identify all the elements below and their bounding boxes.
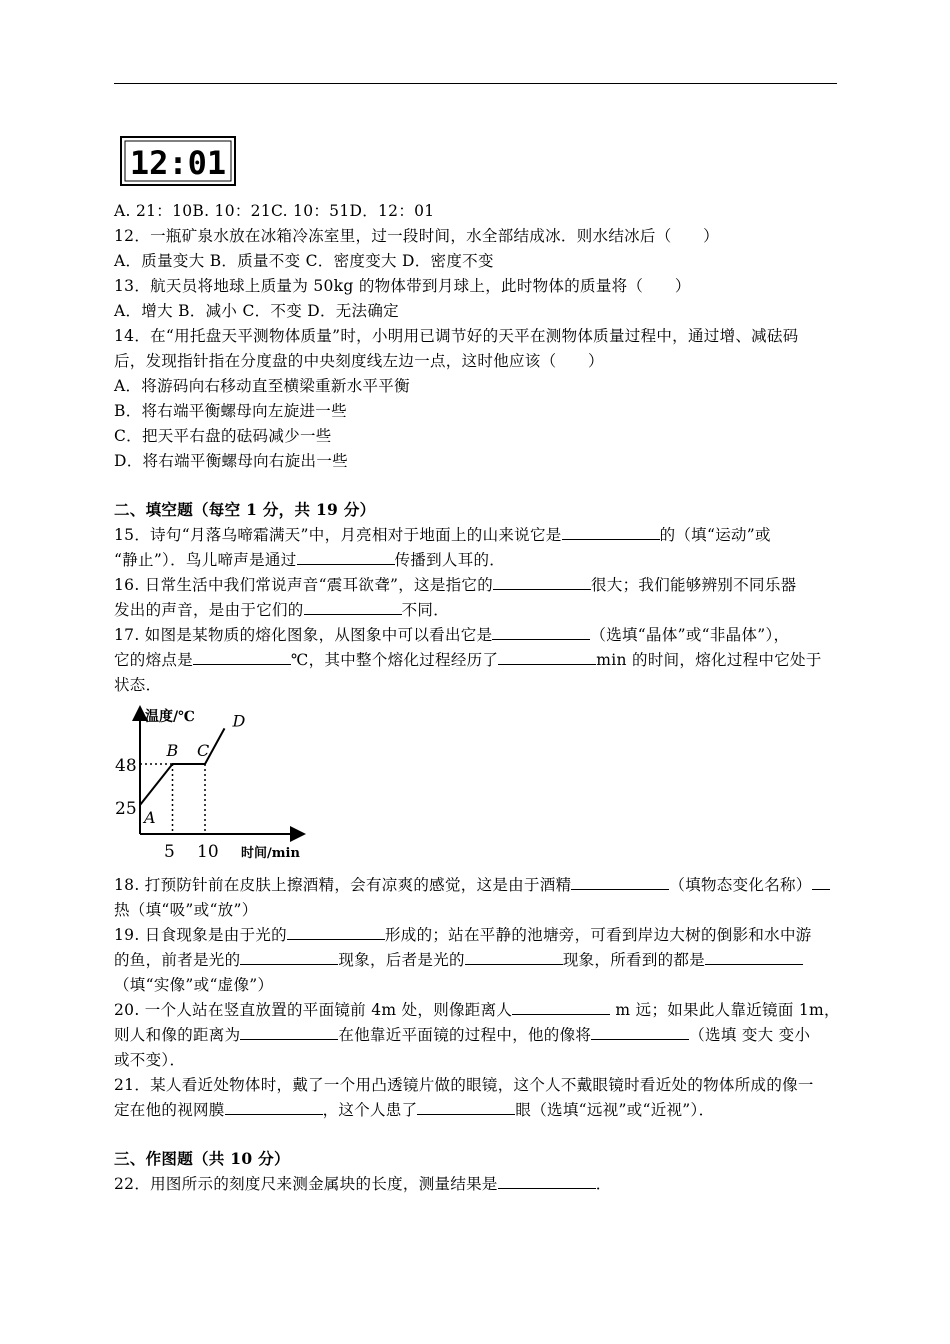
q17-blank-2[interactable]: [193, 650, 291, 665]
point-label-b: B: [166, 741, 179, 760]
q22-text-1: 22．用图所示的刻度尺来测金属块的长度，测量结果是: [114, 1175, 498, 1193]
q17-line1: [114, 625, 844, 645]
q20-text-1: 20. 一个人站在竖直放置的平面镜前 4m 处，则像距离人: [114, 1001, 513, 1019]
q18-text-2: （填物态变化名称）: [669, 876, 812, 894]
q19-text-4: 现象，后者是光的: [338, 951, 465, 969]
q17-blank-3[interactable]: [498, 650, 596, 665]
q21-line1: 21．某人看近处物体时，戴了一个用凸透镜片做的眼镜，这个人不戴眼镜时看近处的物体所成的像一: [114, 1076, 814, 1094]
q14-option-d: D．将右端平衡螺母向右旋出一些: [114, 452, 348, 470]
q18-text-1: 18. 打预防针前在皮肤上擦酒精，会有凉爽的感觉，这是由于酒精: [114, 876, 572, 894]
q15-blank-1[interactable]: [562, 525, 660, 540]
q20-text-4: 在他靠近平面镜的过程中，他的像将: [338, 1026, 592, 1044]
header-rule: [114, 83, 837, 84]
q12-stem: 12．一瓶矿泉水放在冰箱冷冻室里，过一段时间，水全部结成冰．则水结冰后（ ）: [114, 227, 719, 245]
q16-blank-1[interactable]: [493, 575, 591, 590]
q14-stem-line1: 14．在“用托盘天平测物体质量”时，小明用已调节好的天平在测物体质量过程中，通过增、减砝码: [114, 327, 799, 345]
x-axis-label: 时间/min: [241, 846, 300, 861]
q19-line3: （填“实像”或“虚像”）: [114, 976, 274, 994]
q18-line1: [114, 875, 844, 895]
q19-text-1: 19. 日食现象是由于光的: [114, 926, 287, 944]
q20-blank-1[interactable]: [512, 1000, 610, 1015]
q14-option-a: A．将游码向右移动直至横梁重新水平平衡: [114, 377, 410, 395]
q15-line2: [114, 550, 844, 570]
q22-text-2: ．: [595, 1175, 612, 1193]
x-tick-10: 10: [197, 842, 219, 862]
melting-curve: [140, 728, 225, 805]
q15-line1: [114, 525, 844, 545]
q21-text-3: ，这个人患了: [322, 1101, 418, 1119]
q20-blank-2[interactable]: [240, 1025, 338, 1040]
q21-text-4: 眼（选填“远视”或“近视”）．: [515, 1101, 715, 1119]
q20-text-5: （选填 变大 变小: [689, 1026, 811, 1044]
q20-line1: [114, 1000, 844, 1020]
q19-text-2: 形成的；站在平静的池塘旁，可看到岸边大树的倒影和水中游: [384, 926, 812, 944]
q17-text-1: 17. 如图是某物质的熔化图象，从图象中可以看出它是: [114, 626, 493, 644]
q19-blank-2[interactable]: [240, 950, 338, 965]
q15-blank-2[interactable]: [297, 550, 395, 565]
x-tick-5: 5: [164, 842, 175, 862]
q21-blank-1[interactable]: [225, 1100, 323, 1115]
q19-blank-3[interactable]: [465, 950, 563, 965]
y-tick-25: 25: [115, 799, 137, 819]
q16-text-2: 很大；我们能够辨别不同乐器: [591, 576, 797, 594]
q22-line1: [114, 1174, 844, 1194]
q20-blank-3[interactable]: [591, 1025, 689, 1040]
q21-text-2: 定在他的视网膜: [114, 1101, 225, 1119]
section-3-heading: 三、作图题（共 10 分）: [114, 1149, 290, 1168]
q17-blank-1[interactable]: [492, 625, 590, 640]
q18-line2: 热（填“吸”或“放”）: [114, 901, 258, 919]
q16-text-3: 发出的声音，是由于它们的: [114, 601, 304, 619]
q14-option-b: B．将右端平衡螺母向左旋进一些: [114, 402, 347, 420]
q14-stem-line2: 后，发现指针指在分度盘的中央刻度线左边一点，这时他应该（ ）: [114, 352, 604, 370]
q19-text-3: 的鱼，前者是光的: [114, 951, 241, 969]
q17-text-2: （选填“晶体”或“非晶体”），: [590, 626, 790, 644]
q16-line1: [114, 575, 844, 595]
q14-option-c: C．把天平右盘的砝码减少一些: [114, 427, 332, 445]
y-axis-label: 温度/℃: [145, 709, 195, 725]
q19-line2: [114, 950, 844, 970]
digital-clock-figure: [120, 136, 236, 186]
q17-line3: 状态．: [114, 676, 162, 694]
q16-blank-2[interactable]: [304, 600, 402, 615]
point-label-d: D: [232, 711, 246, 731]
q13-options: A．增大 B．减小 C．不变 D．无法确定: [114, 302, 399, 320]
q12-options: A．质量变大 B．质量不变 C．密度变大 D．密度不变: [114, 252, 494, 270]
q17-line2: [114, 650, 844, 670]
q19-text-5: 现象，所看到的都是: [562, 951, 706, 969]
q15-text-1: 15．诗句“月落乌啼霜满天”中，月亮相对于地面上的山来说它是: [114, 526, 562, 544]
point-label-a: A: [144, 808, 156, 827]
q16-text-4: 不同．: [401, 601, 450, 619]
q11-options: A. 21：10B. 10：21C. 10：51D．12：01: [114, 202, 435, 220]
q15-text-4: 传播到人耳的．: [394, 551, 506, 569]
section-2-heading: 二、填空题（每空 1 分，共 19 分）: [114, 500, 376, 519]
q16-line2: [114, 600, 844, 620]
q16-text-1: 16. 日常生活中我们常说声音“震耳欲聋”，这是指它的: [114, 576, 494, 594]
q17-text-4: ℃，其中整个熔化过程经历了: [291, 651, 499, 669]
y-tick-48: 48: [115, 756, 137, 776]
q17-text-5: min 的时间，熔化过程中它处于: [596, 651, 822, 669]
q17-text-3: 它的熔点是: [114, 651, 194, 669]
q21-blank-2[interactable]: [417, 1100, 515, 1115]
q20-line3: 或不变）．: [114, 1051, 186, 1069]
q19-blank-4[interactable]: [705, 950, 803, 965]
q20-line2: [114, 1025, 844, 1045]
q21-line2: [114, 1100, 844, 1120]
q13-stem: 13．航天员将地球上质量为 50kg 的物体带到月球上，此时物体的质量将（ ）: [114, 277, 691, 295]
point-label-c: C: [197, 741, 210, 760]
q19-line1: [114, 925, 844, 945]
clock-display: 12:01: [129, 144, 227, 182]
melting-graph: [113, 705, 308, 865]
q15-text-2: 的（填“运动”或: [659, 526, 771, 544]
q15-text-3: “静止”）．鸟儿啼声是通过: [114, 551, 297, 569]
q20-text-3: 则人和像的距离为: [114, 1026, 241, 1044]
q18-blank-2[interactable]: [812, 875, 830, 890]
q22-blank-1[interactable]: [498, 1174, 596, 1189]
q20-text-2: m 远；如果此人靠近镜面 1m，: [610, 1001, 840, 1019]
q19-blank-1[interactable]: [287, 925, 385, 940]
q18-blank-1[interactable]: [571, 875, 669, 890]
